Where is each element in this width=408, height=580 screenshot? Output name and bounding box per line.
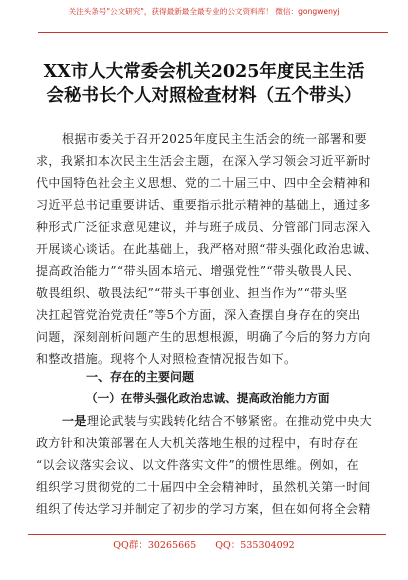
intro-line: 决扛起管党治党责任”等5个方面，深入查摆自身存在的突出 — [36, 308, 361, 322]
intro-line: 敬畏组织、敬畏法纪”“带头干事创业、担当作为”“带头坚 — [36, 286, 348, 300]
top-banner: 关注头条号"公文研究"，获得最新最全最专业的公文资料库！ 微信：gongwenyj — [68, 7, 340, 16]
intro-line: 提高政治能力”“带头固本培元、增强党性”“带头敬畏人民、 — [36, 264, 360, 278]
intro-paragraph — [36, 128, 382, 370]
section-line: 政方针和决策部署在人大机关落地生根的过程中，有时存在 — [36, 436, 359, 450]
footer-divider — [28, 534, 386, 535]
title-line-2: 会秘书长个人对照检查材料（五个带头） — [46, 86, 362, 106]
title-line-1: XX市人大常委会机关2025年度民主生活 — [43, 62, 365, 82]
intro-line: 求，我紧扣本次民主生活会主题，在深入学习领会习近平新时 — [36, 154, 371, 168]
lead-marker: 一是 — [62, 414, 87, 428]
section-line-text: 理论武装与实践转化结合不够紧密。在推动党中央大 — [86, 414, 373, 428]
footer — [0, 536, 408, 556]
footer-qq: QQ：535304092 — [215, 540, 295, 551]
section-line: “以会议落实会议、以文件落实文件”的惯性思维。例如，在 — [36, 458, 360, 472]
subsection-heading: （一）在带头强化政治忠诚、提高政治能力方面 — [86, 391, 330, 405]
intro-line: 开展谈心谈话。在此基础上，我严格对照“带头强化政治忠诚、 — [36, 242, 378, 256]
section-line: 组织了传达学习并制定了初步的学习方案，但在如何将全会精 — [36, 502, 371, 516]
intro-line: 习近平总书记重要讲话、重要指示批示精神的基础上，通过多 — [36, 198, 371, 212]
intro-line: 问题，深刻剖析问题产生的思想根源，明确了今后的努力方向 — [36, 330, 371, 344]
footer-qq-group: QQ群：30265665 — [113, 540, 197, 551]
header-divider — [38, 32, 388, 33]
section-line: 组织学习贯彻党的二十届四中全会精神时，虽然机关第一时间 — [36, 480, 371, 494]
intro-line: 根据市委关于召开2025年度民主生活会的统一部署和要 — [62, 132, 367, 146]
section-paragraph — [36, 410, 382, 520]
document-title — [28, 60, 380, 108]
section-line — [62, 410, 382, 432]
intro-line: 和整改措施。现将个人对照检查情况报告如下。 — [36, 352, 297, 366]
intro-line: 代中国特色社会主义思想、党的二十届三中、四中全会精神和 — [36, 176, 371, 190]
section-heading: 一、存在的主要问题 — [86, 370, 195, 384]
intro-line: 种形式广泛征求意见建议，并与班子成员、分管部门同志深入 — [36, 220, 371, 234]
